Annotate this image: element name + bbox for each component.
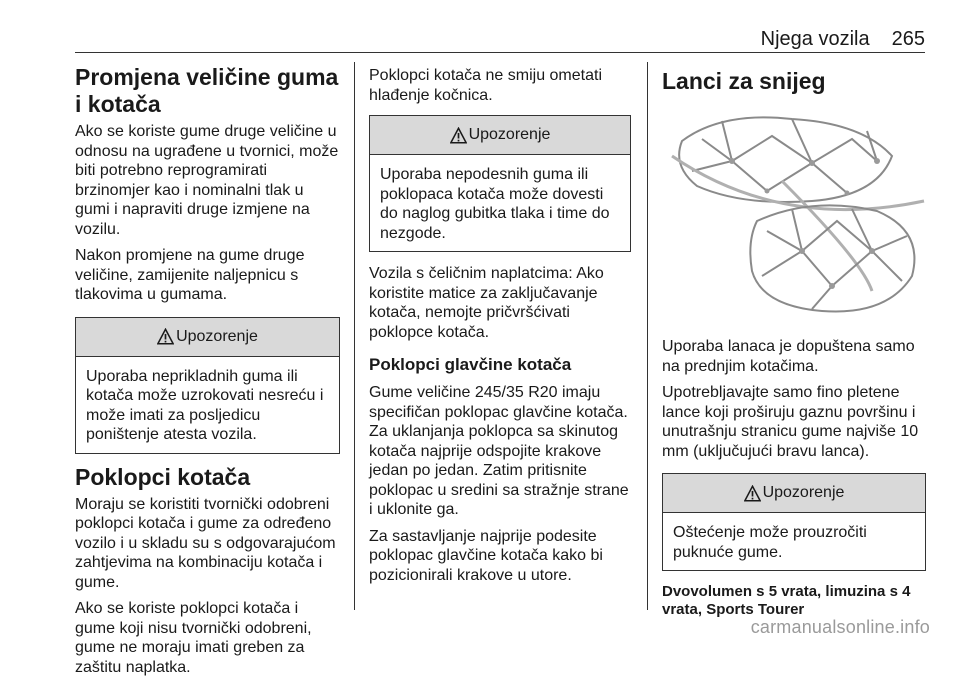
heading-snow-chains: Lanci za snijeg bbox=[662, 68, 826, 94]
paragraph: Ako se koriste poklopci kotača i gume koji nisu tvornički odobreni, gume ne moraju imati greben za zaštitu naplatka. bbox=[75, 600, 312, 676]
warning-label: Upozorenje bbox=[762, 484, 845, 501]
paragraph: Vozila s čeličnim naplatcima: Ako koristite matice za zaključavanje kotača, nemojte pričvršćivati poklopce kotača. bbox=[369, 265, 604, 341]
paragraph: Za sastavljanje najprije podesite poklopac glavčine kotača kako bi pozicionirali krakove u utore. bbox=[369, 527, 603, 584]
paragraph: Moraju se koristiti tvornički odobreni poklopci kotača i gume za određeno vozilo i u skladu su s odgovarajućom zahtjevima na kombinaciju kotača i gume. bbox=[75, 495, 336, 591]
paragraph: Ako se koriste gume druge veličine u odnosu na ugrađene u tvornici, može biti potrebno reprogramirati brzinomjer kao i nominalni tlak u gumi i napraviti druge izmjene na vozilu. bbox=[75, 123, 339, 238]
warning-label: Upozorenje bbox=[468, 126, 551, 143]
section-title: Njega vozila bbox=[760, 27, 870, 50]
warning-text: Uporaba neprikladnih guma ili kotača može uzrokovati nesreću i može imati za posljedicu poništenje atesta vozila. bbox=[86, 367, 324, 443]
snow-chains-illustration bbox=[662, 101, 926, 327]
warning-box bbox=[75, 317, 340, 454]
warning-triangle-icon bbox=[744, 485, 761, 502]
warning-label: Upozorenje bbox=[176, 327, 258, 345]
column-divider-1 bbox=[354, 62, 355, 610]
watermark: carmanualsonline.info bbox=[750, 617, 930, 637]
warning-box bbox=[662, 473, 926, 571]
paragraph: Poklopci kotača ne smiju ometati hlađenje kočnica. bbox=[369, 67, 602, 104]
column-divider-2 bbox=[647, 62, 648, 610]
paragraph: Uporaba lanaca je dopuštena samo na prednjim kotačima. bbox=[662, 338, 915, 375]
paragraph: Gume veličine 245/35 R20 imaju specifičan poklopac glavčine kotača. Za uklanjanja poklopca sa skinutog kotača najprije odspojite krakove jedan po jedan. Zatim pritisnite poklopac u sredini sa stražnje strane i uklonite ga. bbox=[369, 384, 629, 518]
warning-box bbox=[369, 115, 631, 252]
column-2 bbox=[369, 66, 631, 592]
page-number: 265 bbox=[891, 27, 925, 50]
bold-paragraph-vehicle-types: Dvovolumen s 5 vrata, limuzina s 4 vrata, Sports Tourer bbox=[662, 583, 911, 618]
warning-header bbox=[370, 116, 630, 155]
warning-triangle-icon bbox=[157, 328, 174, 345]
warning-header bbox=[76, 318, 339, 357]
column-1 bbox=[75, 64, 340, 684]
paragraph: Nakon promjene na gume druge veličine, zamijenite naljepnicu s tlakovima u gumama. bbox=[75, 247, 305, 303]
page-header bbox=[75, 28, 925, 50]
heading-tyre-size-change: Promjena veličine guma i kotača bbox=[75, 64, 339, 117]
paragraph: Upotrebljavajte samo fino pletene lance koji proširuju gaznu površinu i unutrašnju stranicu gume najviše 10 mm (uključujući bravu lanca). bbox=[662, 384, 919, 460]
warning-triangle-icon bbox=[450, 127, 467, 144]
warning-text: Oštećenje može prouzročiti puknuće gume. bbox=[673, 524, 867, 561]
header-divider bbox=[75, 52, 925, 53]
warning-text: Uporaba nepodesnih guma ili poklopaca kotača može dovesti do naglog gubitka tlaka i time do nezgode. bbox=[380, 166, 610, 242]
column-3 bbox=[662, 68, 926, 626]
heading-wheel-covers: Poklopci kotača bbox=[75, 463, 251, 490]
warning-header bbox=[663, 474, 925, 513]
heading-hub-caps: Poklopci glavčine kotača bbox=[369, 355, 572, 374]
